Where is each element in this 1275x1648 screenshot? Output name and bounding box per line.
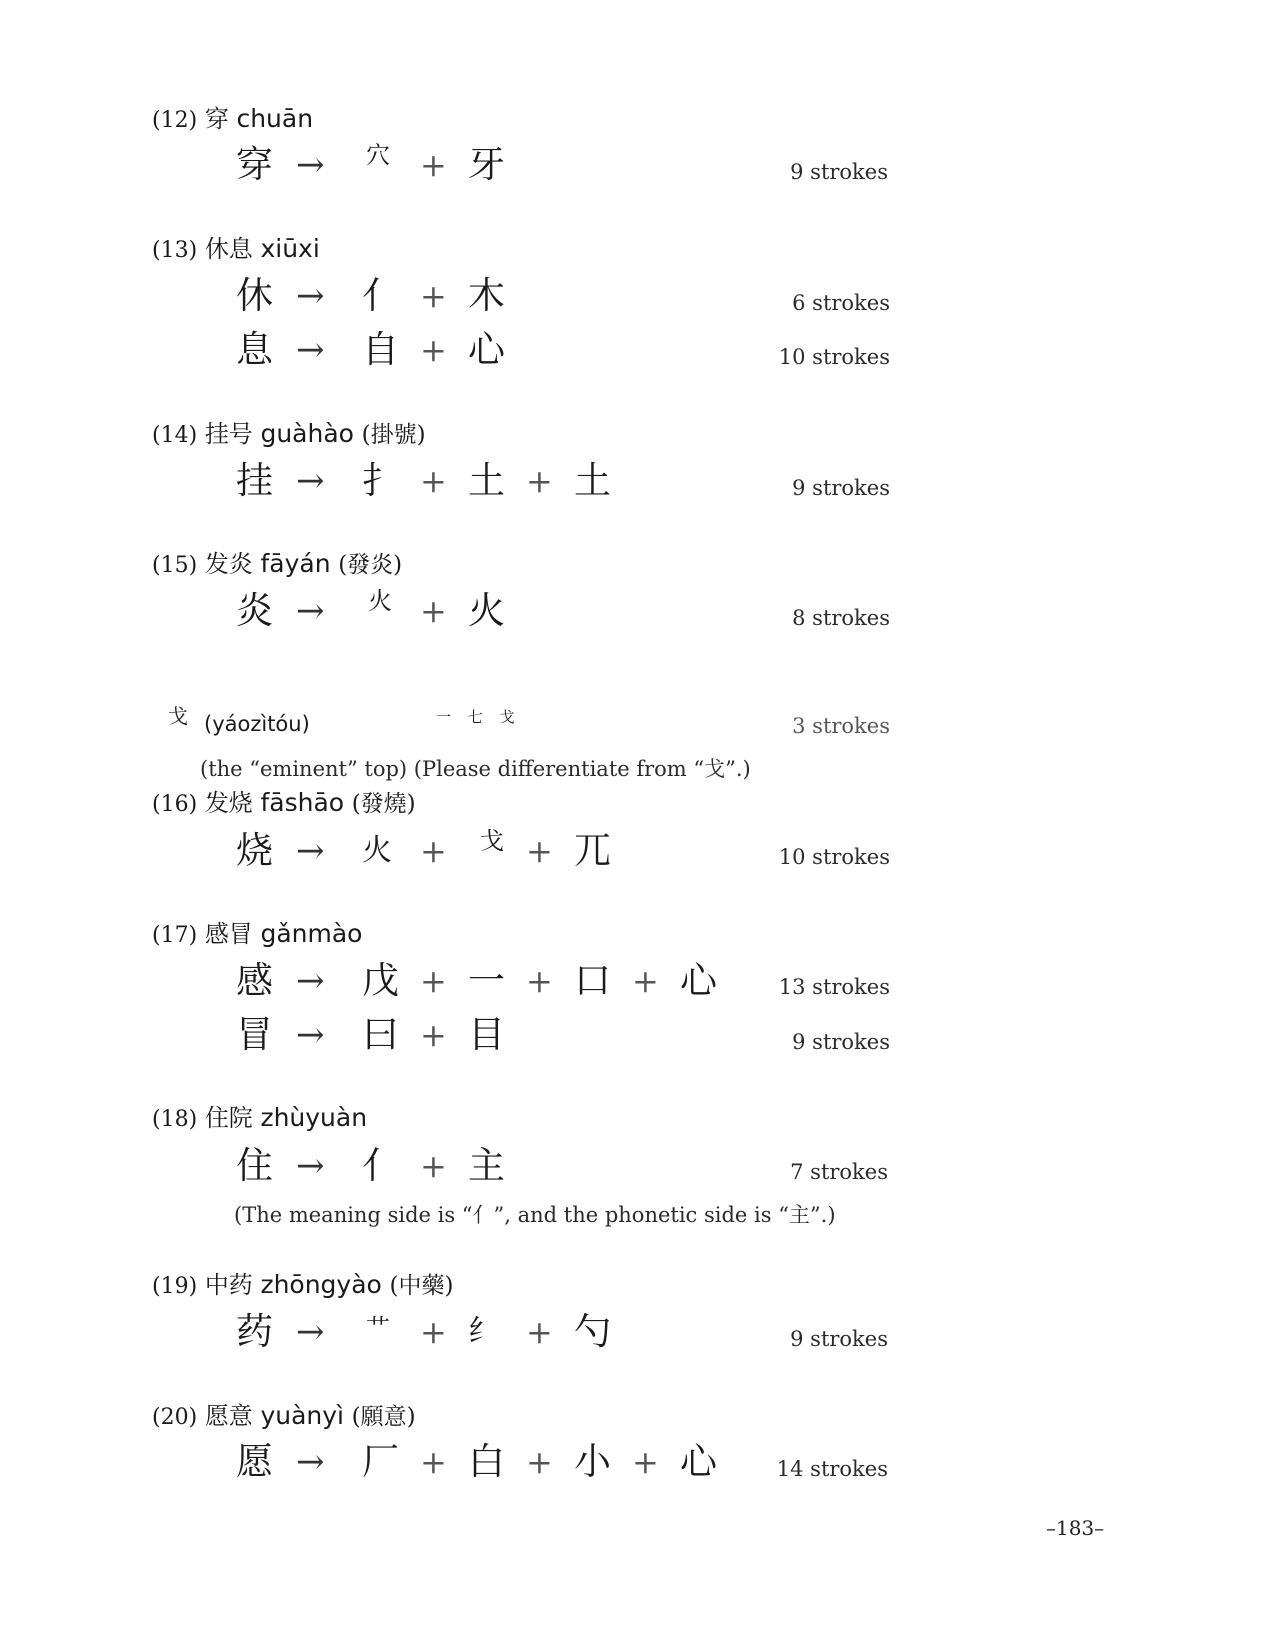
radical-stroke-order: 一 七 戈 bbox=[436, 708, 521, 726]
stroke-count: 9 strokes bbox=[792, 1030, 890, 1054]
stroke-count: 10 strokes bbox=[778, 845, 890, 869]
entry-14-heading: (14) 挂号 guàhào (掛號) bbox=[152, 419, 426, 448]
entry-20-heading: (20) 愿意 yuànyì (願意) bbox=[152, 1401, 416, 1430]
stroke-count: 8 strokes bbox=[792, 606, 890, 630]
stroke-count: 9 strokes bbox=[790, 160, 888, 184]
stroke-count: 9 strokes bbox=[790, 1327, 888, 1351]
stroke-count: 13 strokes bbox=[778, 975, 890, 999]
radical-description: (the “eminent” top) (Please differentiate from “戈”.) bbox=[200, 757, 751, 781]
radical-name: (yáozìtóu) bbox=[204, 712, 310, 736]
entry-13-heading: (13) 休息 xiūxi bbox=[152, 234, 320, 263]
stroke-count: 7 strokes bbox=[790, 1160, 888, 1184]
stroke-count: 6 strokes bbox=[792, 291, 890, 315]
page-number: –183– bbox=[1046, 1516, 1105, 1540]
entry-15-heading: (15) 发炎 fāyán (發炎) bbox=[152, 549, 403, 578]
stroke-count: 14 strokes bbox=[776, 1457, 888, 1481]
entry-16-heading: (16) 发烧 fāshāo (發燒) bbox=[152, 788, 416, 817]
entry-17-heading: (17) 感冒 gǎnmào bbox=[152, 919, 363, 948]
stroke-count: 3 strokes bbox=[792, 714, 890, 738]
stroke-count: 9 strokes bbox=[792, 476, 890, 500]
radical-char: 戈 bbox=[168, 704, 188, 728]
entry-18-heading: (18) 住院 zhùyuàn bbox=[152, 1103, 368, 1132]
entry-19-heading: (19) 中药 zhōngyào (中藥) bbox=[152, 1270, 454, 1299]
stroke-count: 10 strokes bbox=[778, 345, 890, 369]
phonetic-note: (The meaning side is “亻”, and the phonetic side is “主”.) bbox=[234, 1203, 836, 1227]
entry-12-heading: (12) 穿 chuān bbox=[152, 104, 314, 133]
